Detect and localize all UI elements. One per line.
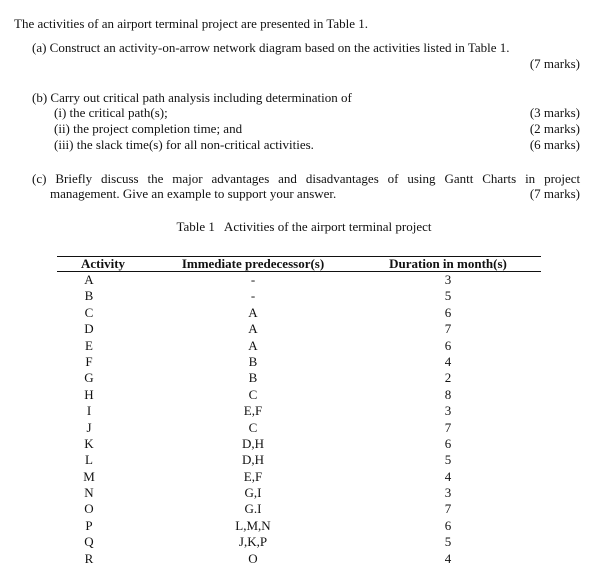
cell-predecessors: A [248, 321, 258, 337]
cell-duration: 3 [444, 485, 452, 501]
part-b-item-3-marks: (6 marks) [529, 137, 580, 152]
part-c-word: project [544, 171, 581, 186]
cell-activity: R [84, 550, 94, 566]
table-row [57, 436, 541, 452]
cell-activity: C [84, 304, 94, 320]
cell-predecessors: G,I [244, 485, 262, 501]
part-c-word: Briefly [55, 171, 93, 186]
cell-duration: 5 [444, 534, 452, 550]
cell-activity: P [85, 517, 93, 533]
part-c-word: disadvantages [305, 171, 379, 186]
cell-duration: 3 [444, 272, 452, 287]
part-c-word: (c) [32, 171, 47, 186]
cell-activity: G [84, 370, 94, 386]
cell-duration: 8 [444, 386, 452, 402]
part-b-item-2-marks: (2 marks) [529, 121, 580, 136]
cell-activity: B [84, 288, 94, 304]
part-b-text: (b) Carry out critical path analysis including determination of [32, 90, 352, 105]
part-c-word: Charts [482, 171, 517, 186]
part-c-word: in [525, 171, 536, 186]
cell-duration: 5 [444, 452, 452, 468]
part-b-item-1: (i) the critical path(s); [54, 105, 168, 120]
table-row [57, 534, 541, 550]
cell-duration: 6 [444, 435, 452, 451]
cell-duration: 4 [444, 550, 452, 566]
table-row [57, 272, 541, 288]
table-row [57, 420, 541, 436]
cell-duration: 7 [444, 321, 452, 337]
part-c-line-2: management. Give an example to support your answer. [50, 186, 337, 201]
part-c-marks: (7 marks) [529, 186, 580, 201]
table-row [57, 452, 541, 468]
cell-duration: 6 [444, 517, 452, 533]
cell-duration: 4 [444, 468, 452, 484]
table-row [57, 551, 541, 567]
cell-activity: I [86, 403, 92, 419]
part-b-item-2: (ii) the project completion time; and [54, 121, 243, 136]
table-row [57, 354, 541, 370]
intro-text: The activities of an airport terminal project are presented in Table 1. [14, 16, 369, 31]
cell-activity: J [86, 419, 92, 435]
cell-predecessors: C [248, 386, 258, 402]
cell-predecessors: J,K,P [238, 534, 268, 550]
table-row [57, 501, 541, 517]
cell-predecessors: E,F [243, 403, 263, 419]
part-c-word: of [387, 171, 399, 186]
part-a-text: (a) Construct an activity-on-arrow network diagram based on the activities listed in Table 1. [32, 40, 510, 55]
cell-activity: M [83, 468, 95, 484]
cell-predecessors: E,F [243, 468, 263, 484]
cell-predecessors: A [248, 304, 258, 320]
cell-activity: F [85, 353, 93, 369]
cell-predecessors: A [248, 337, 258, 353]
table-row [57, 288, 541, 304]
cell-duration: 6 [444, 337, 452, 353]
cell-duration: 3 [444, 403, 452, 419]
part-c-word: the [147, 171, 164, 186]
part-b-item-1-marks: (3 marks) [529, 105, 580, 120]
table-row [57, 370, 541, 386]
part-c-word: and [278, 171, 297, 186]
table-row [57, 485, 541, 501]
cell-predecessors: B [248, 353, 258, 369]
cell-activity: Q [84, 534, 94, 550]
cell-predecessors: - [250, 272, 256, 287]
table-row [57, 338, 541, 354]
part-a-marks: (7 marks) [529, 56, 580, 71]
cell-activity: A [84, 272, 94, 287]
cell-activity: E [85, 337, 93, 353]
cell-duration: 7 [444, 501, 452, 517]
part-c-line-1 [32, 171, 580, 186]
part-b-item-3: (iii) the slack time(s) for all non-critical activities. [54, 137, 314, 152]
cell-duration: 6 [444, 304, 452, 320]
cell-activity: K [84, 435, 94, 451]
part-c-word: using [407, 171, 436, 186]
header-activity: Activity [80, 256, 126, 271]
cell-activity: O [84, 501, 94, 517]
header-duration: Duration in month(s) [389, 256, 507, 271]
header-predecessors: Immediate predecessor(s) [181, 256, 325, 271]
part-c-word: advantages [211, 171, 270, 186]
table-row [57, 321, 541, 337]
cell-predecessors: C [248, 419, 258, 435]
cell-predecessors: L,M,N [235, 517, 271, 533]
table-caption: Table 1 Activities of the airport terminal project [176, 219, 432, 234]
cell-activity: N [84, 485, 94, 501]
table-body [57, 272, 541, 567]
cell-duration: 7 [444, 419, 452, 435]
table-row [57, 305, 541, 321]
cell-activity: H [84, 386, 94, 402]
part-c-word: discuss [101, 171, 139, 186]
cell-predecessors: D,H [241, 435, 265, 451]
cell-duration: 4 [444, 353, 452, 369]
part-c-word: Gantt [444, 171, 474, 186]
cell-predecessors: B [248, 370, 258, 386]
cell-activity: L [85, 452, 93, 468]
table-row [57, 518, 541, 534]
table-row [57, 387, 541, 403]
cell-predecessors: D,H [241, 452, 265, 468]
table-row [57, 403, 541, 419]
part-c-word: major [172, 171, 203, 186]
cell-predecessors: - [250, 288, 256, 304]
cell-duration: 2 [444, 370, 452, 386]
table-row [57, 469, 541, 485]
cell-activity: D [84, 321, 94, 337]
cell-predecessors: O [248, 550, 258, 566]
cell-predecessors: G.I [244, 501, 262, 517]
cell-duration: 5 [444, 288, 452, 304]
